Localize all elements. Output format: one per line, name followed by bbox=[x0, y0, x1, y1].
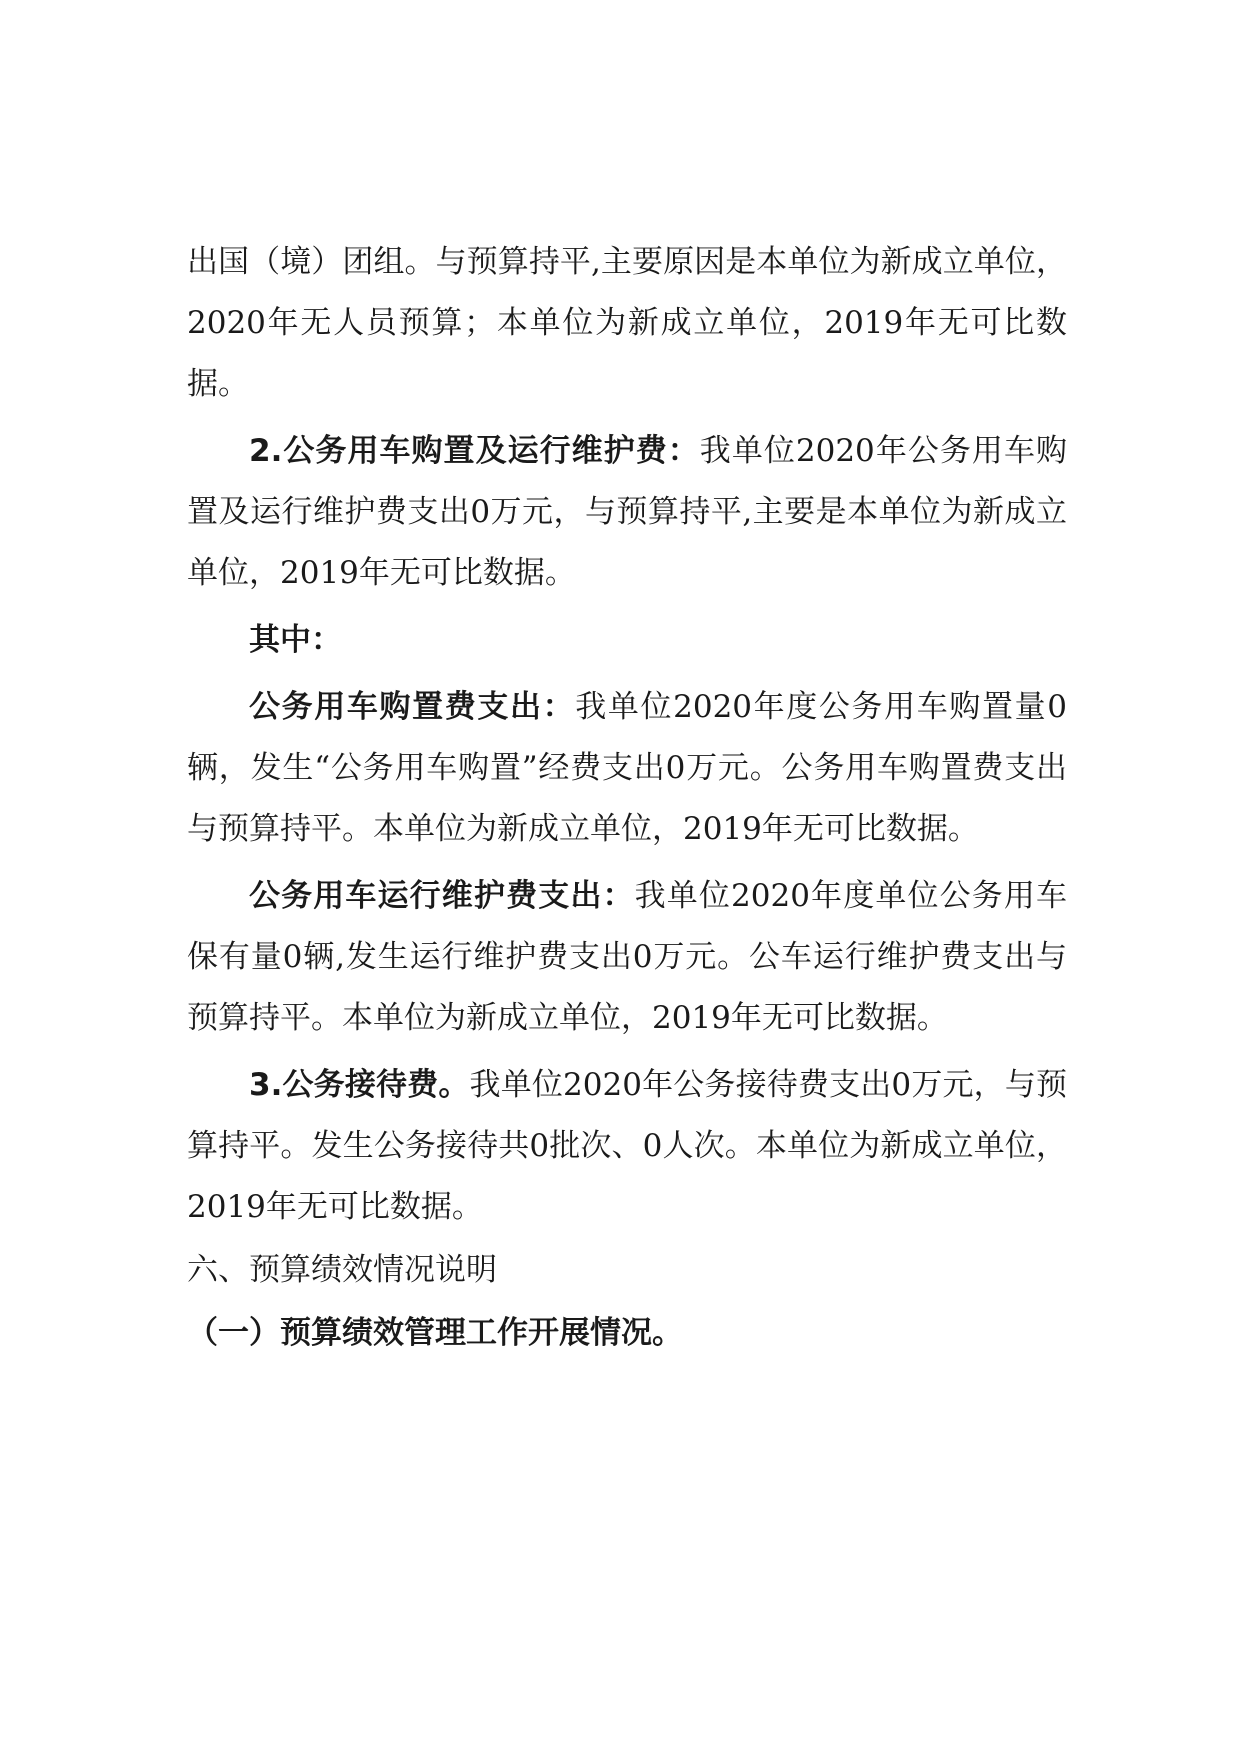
subsection-heading: （一）预算绩效管理工作开展情况。 bbox=[187, 1315, 683, 1351]
paragraph-among-them bbox=[187, 610, 1067, 671]
paragraph-lead: 3.公务接待费。 bbox=[249, 1067, 470, 1103]
section-heading: 六、预算绩效情况说明 bbox=[187, 1252, 497, 1288]
paragraph-lead: 公务用车购置费支出： bbox=[249, 689, 576, 725]
paragraph-vehicle-purchase bbox=[187, 677, 1067, 860]
paragraph-lead: 2.公务用车购置及运行维护费： bbox=[249, 433, 700, 469]
paragraph-text: 我单位2020年度公务用车购置量0辆，发生“公务用车购置”经费支出0万元。公务用车购置费支出与预算持平。本单位为新成立单位，2019年无可比数据。 bbox=[187, 689, 1067, 847]
paragraph-text: 我单位2020年度单位公务用车保有量0辆,发生运行维护费支出0万元。公车运行维护费支出与预算持平。本单位为新成立单位，2019年无可比数据。 bbox=[187, 878, 1067, 1036]
paragraph-lead: 其中： bbox=[249, 622, 342, 658]
document-body bbox=[187, 232, 1067, 1364]
paragraph-reception bbox=[187, 1055, 1067, 1238]
paragraph-text: 我单位2020年公务用车购置及运行维护费支出0万元，与预算持平,主要是本单位为新成立单位，2019年无可比数据。 bbox=[187, 433, 1067, 591]
paragraph-vehicle-costs bbox=[187, 421, 1067, 604]
paragraph-vehicle-maintenance bbox=[187, 866, 1067, 1049]
paragraph-text: 出国（境）团组。与预算持平,主要原因是本单位为新成立单位，2020年无人员预算；本单位为新成立单位，2019年无可比数据。 bbox=[187, 244, 1067, 402]
paragraph-text: 我单位2020年公务接待费支出0万元，与预算持平。发生公务接待共0批次、0人次。本单位为新成立单位，2019年无可比数据。 bbox=[187, 1067, 1067, 1225]
paragraph-continuation bbox=[187, 232, 1067, 415]
paragraph-lead: 公务用车运行维护费支出： bbox=[249, 878, 635, 914]
